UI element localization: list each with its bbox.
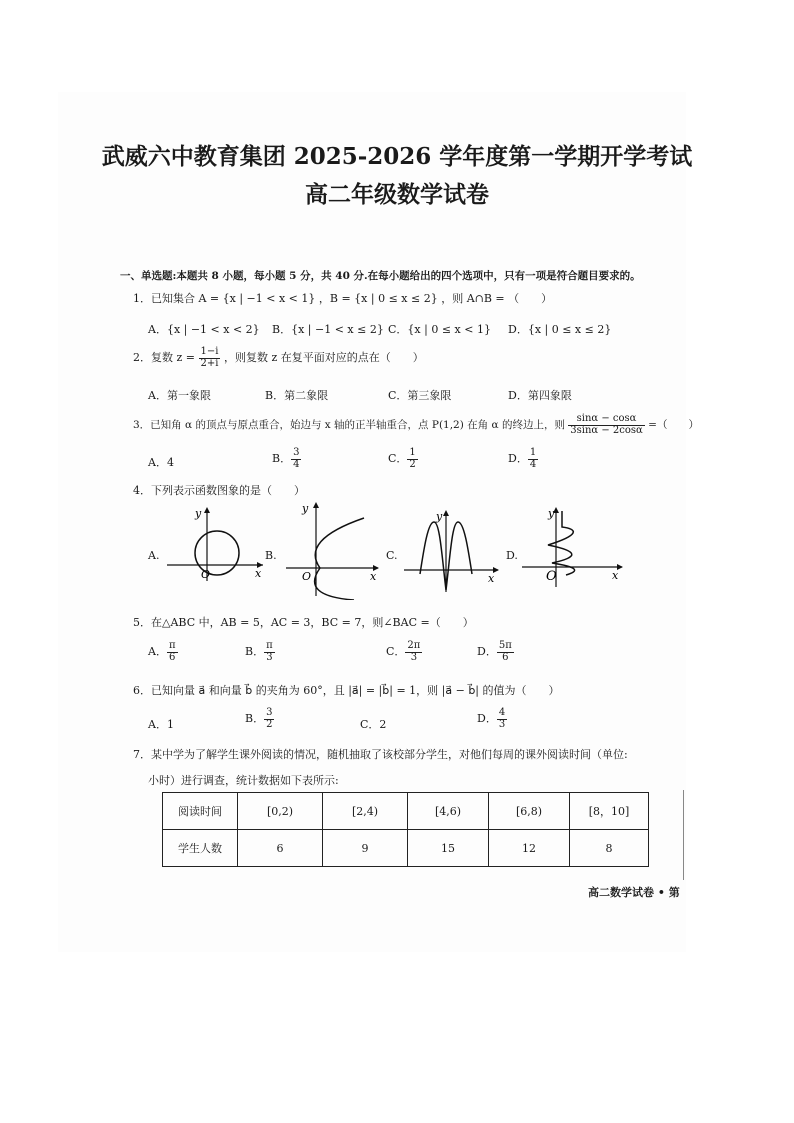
section-heading: 一、单选题:本题共 8 小题，每小题 5 分，共 40 分.在每小题给出的四个选项中，只有一项是符合题目要求的。	[120, 270, 641, 282]
question-1-option-a: A．{x | −1 < x < 2}	[148, 323, 260, 336]
option-label: D．	[477, 712, 497, 725]
question-3-numerator: sinα − cosα	[568, 414, 645, 426]
option-denominator: 3	[410, 651, 418, 663]
option-numerator: 2π	[407, 640, 421, 651]
exam-title: 武威六中教育集团 2025-2026 学年度第一学期开学考试	[101, 143, 693, 170]
axis-y-label: y	[195, 507, 202, 520]
question-2-option-c: C．第三象限	[388, 389, 452, 402]
table-cell: 6	[238, 830, 323, 867]
graph-a-circle	[165, 505, 265, 583]
question-7-stem-line1: 7．某中学为了解学生课外阅读的情况，随机抽取了该校部分学生，对他们每周的课外阅读时间（单位:	[133, 748, 628, 761]
question-2-denominator: 2+i	[200, 357, 219, 369]
question-2-suffix: ，则复数 z 在复平面对应的点在（ ）	[223, 351, 424, 364]
table-cell: 12	[489, 830, 570, 867]
axis-x-label: x	[255, 567, 262, 580]
option-denominator: 2	[409, 458, 416, 470]
axis-y-label: y	[436, 510, 443, 523]
question-2-option-d: D．第四象限	[508, 389, 572, 402]
question-2-option-b: B．第二象限	[265, 389, 329, 402]
table-cell: [6,8)	[489, 793, 570, 830]
option-numerator: 3	[266, 707, 273, 718]
question-3-option-c	[388, 448, 418, 470]
option-denominator: 6	[502, 651, 509, 663]
question-1-option-b: B．{x | −1 < x ≤ 2}	[272, 323, 384, 336]
question-5-option-a	[148, 641, 178, 663]
option-label: D．	[508, 452, 528, 465]
question-3-denominator: 3sinα − 2cosα	[570, 424, 643, 436]
reading-time-table	[162, 792, 649, 867]
table-cell: 8	[570, 830, 649, 867]
question-4-option-c: C.	[386, 549, 398, 562]
question-5-option-b	[245, 641, 275, 663]
table-cell: 9	[323, 830, 408, 867]
question-1-option-d: D．{x | 0 ≤ x ≤ 2}	[508, 323, 612, 336]
question-5-option-c	[386, 641, 422, 663]
option-label: D．	[477, 645, 497, 658]
origin-label: O	[302, 570, 312, 583]
question-5-option-d	[477, 641, 514, 663]
question-4-option-a: A.	[148, 549, 160, 562]
question-2-option-a: A．第一象限	[148, 389, 211, 402]
question-3-stem	[133, 414, 699, 436]
option-numerator: 5π	[498, 640, 512, 651]
question-3-option-a: A．4	[148, 456, 174, 469]
origin-label: O	[201, 568, 211, 581]
question-5-stem: 5．在△ABC 中，AB = 5，AC = 3，BC = 7，则∠BAC =（ ）	[133, 616, 474, 629]
table-row	[163, 793, 649, 830]
question-6-option-d	[477, 708, 507, 730]
axis-x-label: x	[488, 572, 495, 585]
option-denominator: 3	[498, 718, 506, 730]
option-denominator: 3	[266, 651, 273, 663]
question-2-numerator: 1−i	[200, 346, 219, 357]
graph-c-wave	[402, 508, 502, 594]
graph-b-parabola	[282, 500, 382, 600]
option-label: B．	[272, 452, 292, 465]
question-4-option-b: B.	[265, 549, 277, 562]
option-label: A．	[148, 645, 167, 658]
table-cell: [4,6)	[408, 793, 489, 830]
table-cell: 学生人数	[163, 830, 238, 867]
question-3-prefix: 3．已知角 α 的顶点与原点重合，始边与 x 轴的正半轴重合，点 P(1,2) 在角 α 的终边上，则	[133, 419, 565, 431]
table-cell: 15	[408, 830, 489, 867]
question-4-stem: 4．下列表示函数图象的是（ ）	[133, 484, 305, 497]
option-label: B．	[245, 712, 265, 725]
option-denominator: 6	[169, 651, 176, 663]
question-7-stem-line2: 小时）进行调查，统计数据如下表所示:	[148, 774, 339, 787]
option-label: C．	[388, 452, 408, 465]
option-numerator: π	[266, 640, 273, 651]
option-denominator: 2	[266, 718, 273, 730]
question-6-option-b	[245, 708, 274, 730]
option-denominator: 4	[529, 458, 537, 470]
question-6-option-a: A．1	[148, 718, 174, 731]
question-3-option-d	[508, 448, 538, 470]
table-cell: [2,4)	[323, 793, 408, 830]
question-6-stem: 6．已知向量 a⃗ 和向量 b⃗ 的夹角为 60°，且 |a⃗| = |b⃗| = 1，则 |a⃗ − b⃗| 的值为（ ）	[133, 684, 560, 697]
table-row	[163, 830, 649, 867]
option-denominator: 4	[293, 458, 300, 470]
option-numerator: 1	[529, 447, 537, 458]
option-label: C．	[386, 645, 406, 658]
option-numerator: π	[168, 640, 176, 651]
table-cell: [0,2)	[238, 793, 323, 830]
question-2-stem	[133, 347, 424, 369]
question-3-option-b	[272, 448, 301, 470]
axis-y-label: y	[302, 502, 309, 515]
question-3-fraction	[568, 414, 645, 436]
graph-d-zigzag	[518, 505, 624, 589]
question-3-suffix: =（ ）	[648, 419, 699, 431]
table-cell: [8，10]	[570, 793, 649, 830]
axis-y-label: y	[548, 507, 555, 520]
question-6-option-c: C．2	[360, 718, 387, 731]
question-1-stem: 1．已知集合 A = {x | −1 < x < 1} ，B = {x | 0 ≤ x ≤ 2} ，则 A∩B = （ ）	[133, 292, 553, 305]
question-1-option-c: C．{x | 0 ≤ x < 1}	[388, 323, 491, 336]
question-2-fraction	[199, 347, 221, 369]
axis-x-label: x	[370, 570, 377, 583]
option-numerator: 4	[498, 707, 506, 718]
option-label: B．	[245, 645, 265, 658]
option-numerator: 3	[293, 447, 300, 458]
page-footer: 高二数学试卷 • 第	[588, 886, 680, 899]
axis-x-label: x	[612, 569, 619, 582]
option-numerator: 1	[409, 447, 416, 458]
page-edge-divider	[683, 790, 684, 880]
origin-label: O	[546, 569, 557, 584]
question-4-option-d: D.	[506, 549, 518, 562]
exam-subtitle: 高二年级数学试卷	[305, 181, 489, 208]
question-2-prefix: 2．复数 z =	[133, 351, 196, 364]
table-cell: 阅读时间	[163, 793, 238, 830]
